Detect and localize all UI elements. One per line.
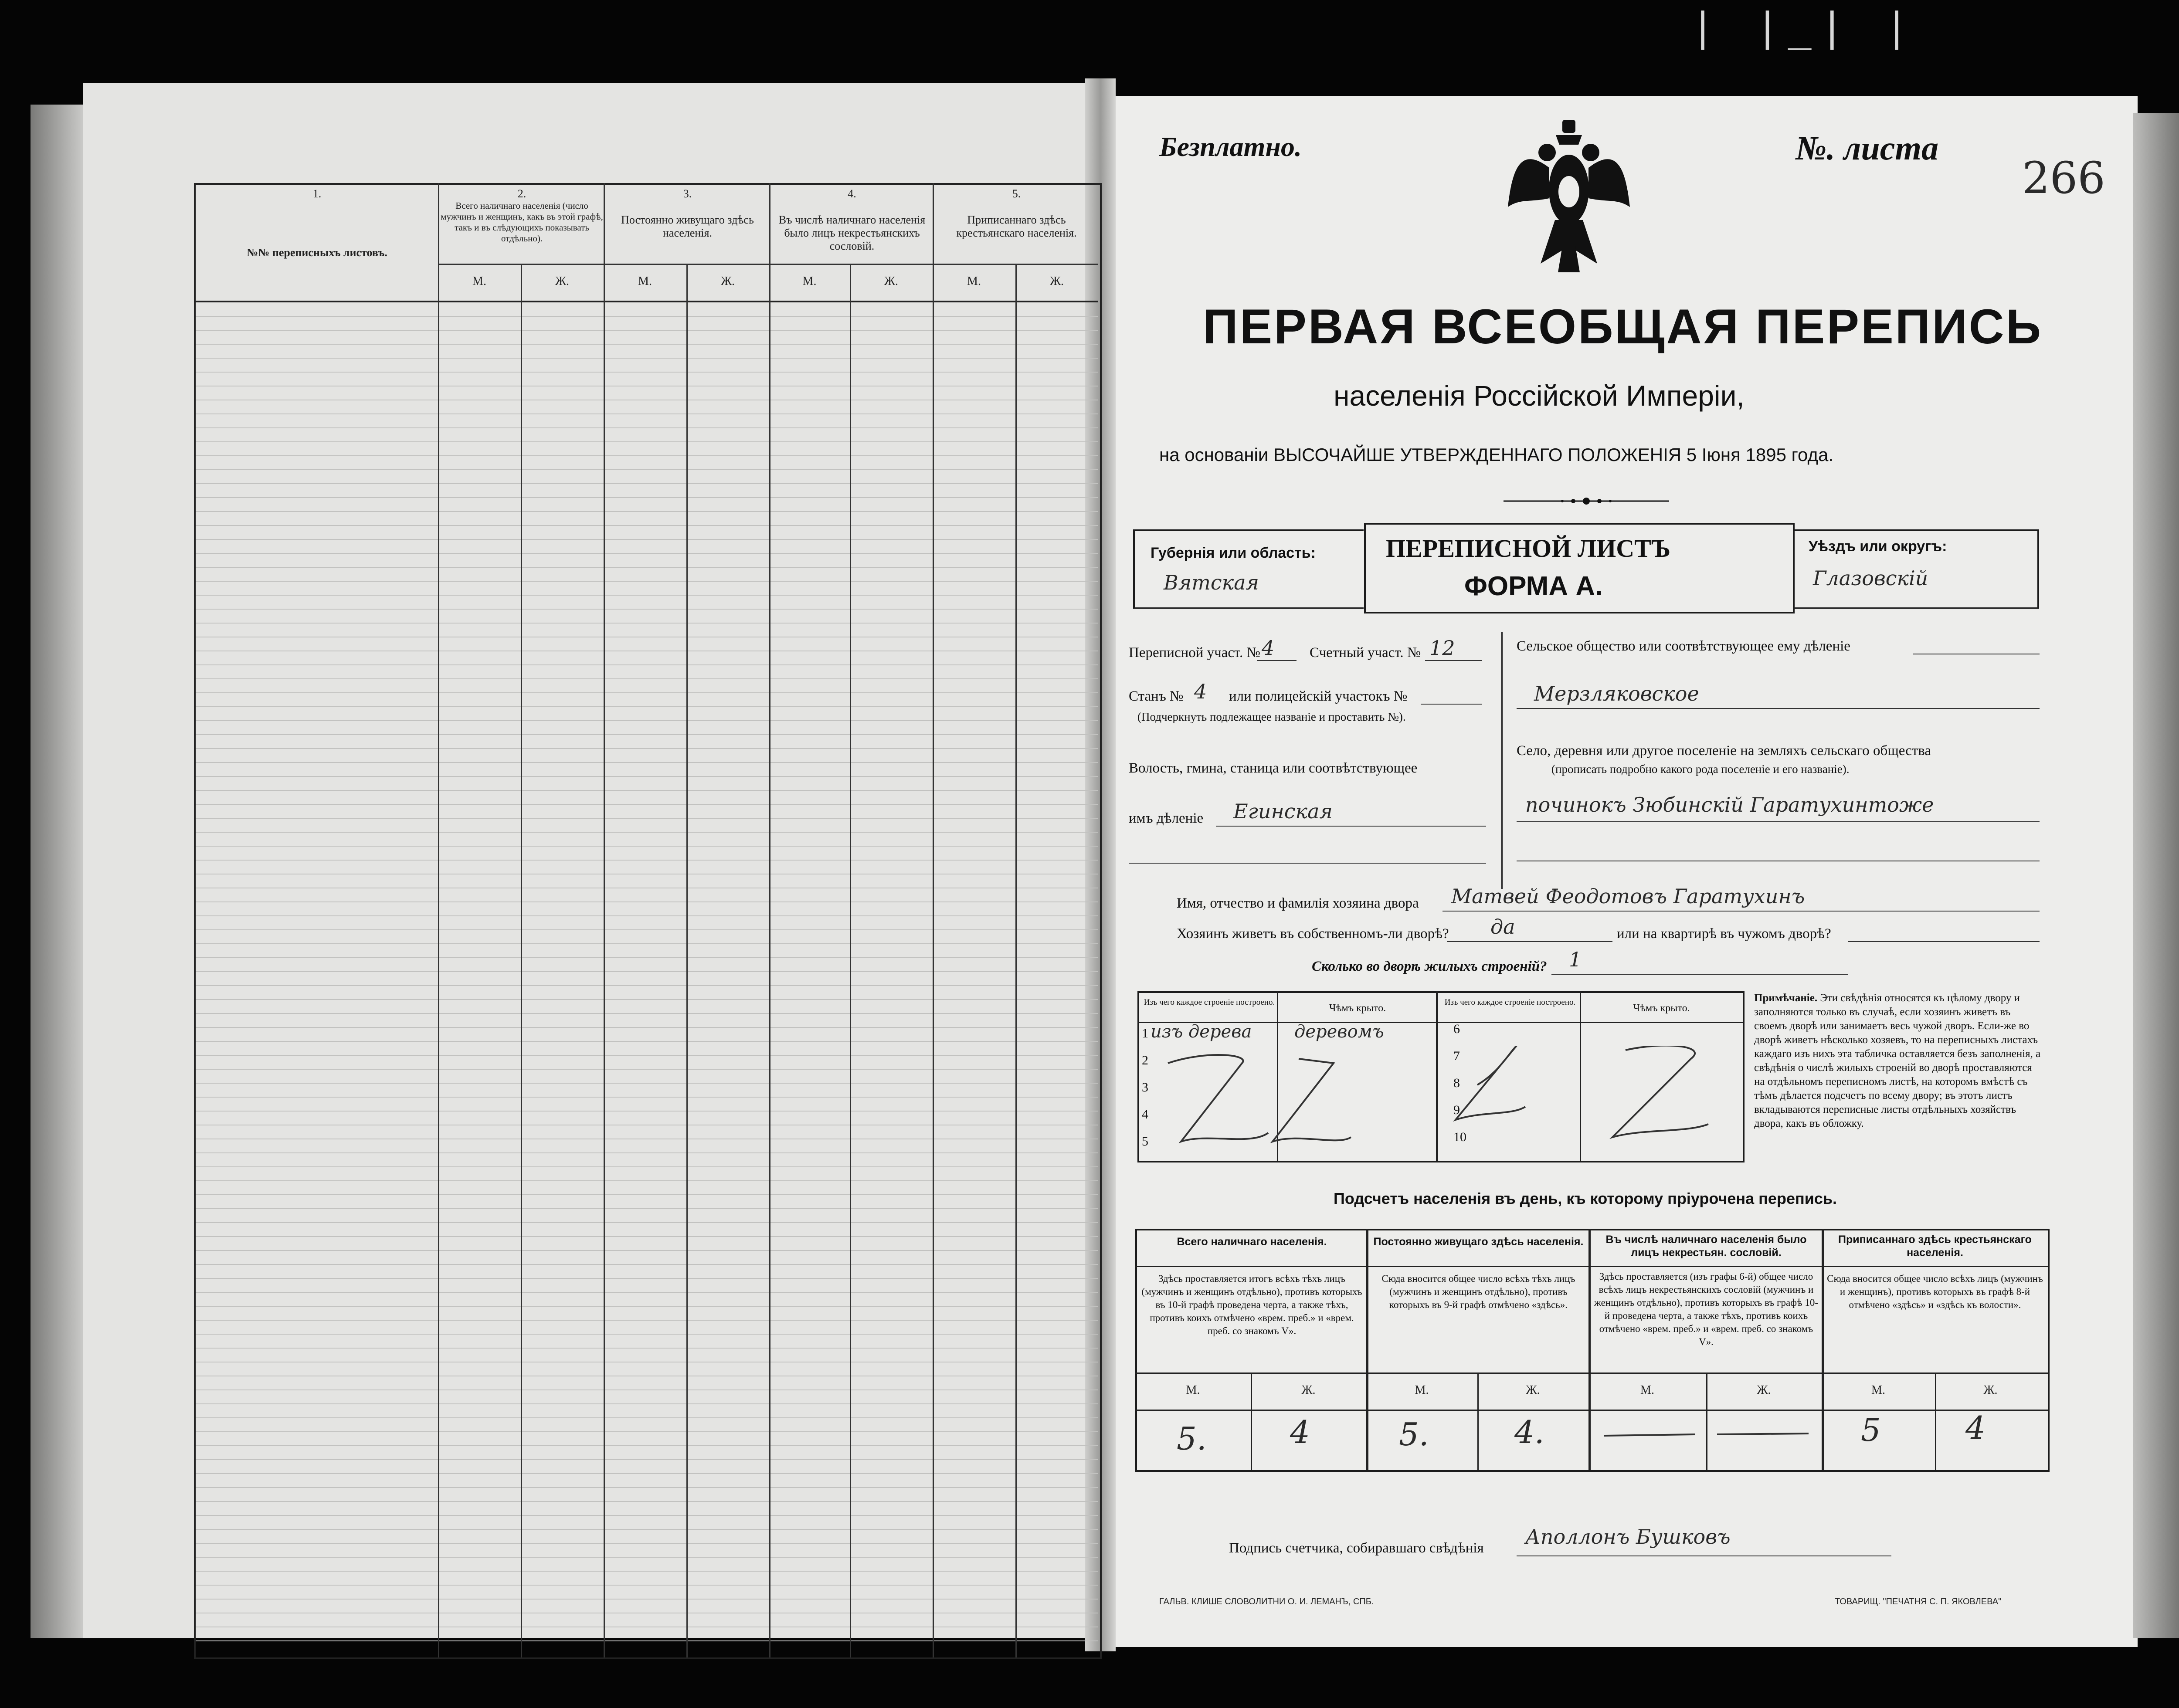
underline	[1551, 974, 1848, 975]
document-subtitle: населенія Россійской Имперіи,	[1334, 380, 1745, 412]
owner-label: Имя, отчество и фамилія хозяина двора	[1177, 895, 1419, 911]
bt-row-number: 1	[1142, 1026, 1148, 1040]
lives-own-label: Хозяинъ живетъ въ собственномъ-ли дворѣ?	[1177, 926, 1449, 942]
note	[1754, 991, 2042, 1131]
stan-value: 4	[1194, 680, 1207, 703]
summary-grid	[194, 183, 1102, 1659]
bt-row-number: 6	[1453, 1022, 1460, 1036]
underline	[1216, 826, 1486, 827]
count-col1-head: Всего наличнаго населенія.	[1177, 1236, 1327, 1248]
village-label: Село, деревня или другое поселеніе на земляхъ сельскаго общества	[1517, 743, 1931, 759]
count-table	[1135, 1229, 2050, 1472]
count-area-value: 12	[1429, 636, 1455, 660]
count-sex-zh: Ж.	[1983, 1383, 1998, 1397]
province-label: Губернія или область:	[1151, 545, 1316, 561]
society-label: Сельское общество или соотвѣтствующее ему дѣленіе	[1517, 638, 1850, 654]
col3-label: Постоянно живущаго здѣсь населенія.	[621, 214, 754, 239]
note-text: Эти свѣдѣнія относятся къ цѣлому двору и заполняются только въ случаѣ, если хозяинъ живетъ въ своемъ дворѣ или занимаетъ весь чужой дворъ. Если-же во дворѣ живетъ нѣсколько хозяевъ, то на переписныхъ листахъ каждаго изъ нихъ эта табличка оставляется безъ заполненія, а свѣдѣнія о числѣ жилыхъ строеній во дворѣ проставляются на отдѣльномъ переписномъ листѣ, на которомъ вмѣстѣ съ тѣмъ дѣлается подсчетъ по всему двору; въ этотъ листъ вкладываются переписные листы отдѣльныхъ хозяйствъ двора, какъ въ обложку.	[1754, 992, 2041, 1129]
stan-label: Станъ №	[1129, 688, 1184, 704]
col2-num: 2.	[517, 187, 526, 200]
folio-number: 266	[2022, 152, 2105, 203]
grid-divider	[850, 264, 851, 1657]
count-sex-m: М.	[1186, 1383, 1200, 1397]
volost-value: Егинская	[1233, 800, 1333, 823]
col4-num: 4.	[848, 187, 856, 200]
left-page-edge	[31, 105, 87, 1638]
signature-value: Аполлонъ Бушковъ	[1525, 1525, 1731, 1549]
form-subtitle: ФОРМА А.	[1464, 571, 1603, 601]
owner-value: Матвей Феодотовъ Гаратухинъ	[1451, 884, 1805, 908]
bt-row-number: 2	[1142, 1053, 1148, 1068]
sex-m: М.	[802, 274, 817, 288]
legal-basis: на основаніи ВЫСОЧАЙШЕ УТВЕРЖДЕННАГО ПОЛОЖЕНІЯ 5 Іюня 1895 года.	[1159, 444, 1834, 465]
col5-label: Приписаннаго здѣсь крестьянскаго населенія.	[956, 214, 1077, 239]
sex-m: М.	[967, 274, 981, 288]
printer-left: ГАЛЬВ. КЛИШЕ СЛОВОЛИТНИ О. И. ЛЕМАНЪ, СПБ.	[1159, 1597, 1374, 1606]
underline	[1517, 708, 2040, 709]
census-area-value: 4	[1262, 636, 1275, 660]
underline	[1447, 941, 1612, 942]
count-col4-m: 5	[1861, 1412, 1881, 1448]
volost-label-2: имъ дѣленіе	[1129, 810, 1204, 826]
district-value: Глазовскій	[1813, 566, 1928, 590]
col1-num: 1.	[312, 187, 322, 200]
buildings-value: 1	[1569, 948, 1582, 971]
count-col2-text: Сюда вносится общее число всѣхъ тѣхъ лицъ (мужчинъ и женщинъ отдѣльно), противъ которыхъ въ 9-й графѣ отмѣчено «здѣсь».	[1381, 1273, 1575, 1310]
bt-row-number: 10	[1453, 1130, 1466, 1144]
count-col1-zh: 4	[1290, 1414, 1310, 1450]
grid-divider	[1015, 264, 1017, 1657]
bt-header-roof-2: Чѣмъ крыто.	[1633, 1003, 1690, 1014]
ornament-divider	[1504, 495, 1669, 508]
signature-label: Подпись счетчика, собиравшаго свѣдѣнія	[1229, 1540, 1484, 1556]
lives-own-value: да	[1490, 915, 1515, 939]
underline	[1848, 941, 2040, 942]
count-sex-m: М.	[1415, 1383, 1429, 1397]
sex-m: М.	[638, 274, 652, 288]
count-divider	[1588, 1229, 1591, 1470]
village-note: (прописать подробно какого рода поселеніе и его названіе).	[1551, 762, 1850, 776]
grid-divider	[933, 183, 934, 1657]
count-sex-m: М.	[1871, 1383, 1885, 1397]
col1-label: №№ переписныхъ листовъ.	[247, 246, 387, 259]
col4-label: Въ числѣ наличнаго населенія было лицъ некрестьянскихъ сословій.	[778, 214, 926, 252]
sex-zh: Ж.	[884, 274, 899, 288]
underline	[1421, 704, 1482, 705]
bt-header-material-2: Изъ чего каждое строеніе построено.	[1444, 998, 1576, 1007]
count-col3-text: Здѣсь проставляется (изъ графы 6-й) общее число всѣхъ лицъ некрестьянскихъ сословій (мужчинъ и женщинъ отдѣльно), противъ которыхъ въ графѣ 10-й проведена черта, а также тѣхъ, противъ коихъ отмѣчено «врем. преб.» и «врем. преб. со знакомъ V».	[1594, 1271, 1818, 1347]
grid-divider	[769, 183, 770, 1657]
bt-header-roof: Чѣмъ крыто.	[1329, 1003, 1386, 1014]
count-col1-text: Здѣсь проставляется итогъ всѣхъ тѣхъ лицъ (мужчинъ и женщинъ отдѣльно), противъ которыхъ въ 10-й графѣ проведена черта, а также тѣхъ, противъ коихъ отмѣчено «врем. преб.» и «врем. преб. со знакомъ V».	[1141, 1273, 1362, 1336]
bt-row-number: 3	[1142, 1080, 1148, 1095]
bt-row1-roof: деревомъ	[1294, 1022, 1384, 1042]
buildings-label: Сколько во дворѣ жилыхъ строеній?	[1312, 959, 1547, 974]
grid-divider	[686, 264, 688, 1657]
bt-row-number: 5	[1142, 1134, 1148, 1149]
grid-divider	[521, 264, 522, 1657]
count-header-line	[1135, 1266, 2048, 1267]
dash-marks	[1595, 1425, 1822, 1442]
bt-header-material: Изъ чего каждое строеніе построено.	[1144, 998, 1275, 1007]
underline	[1257, 660, 1297, 661]
grid-divider	[438, 183, 439, 1657]
form-title: ПЕРЕПИСНОЙ ЛИСТЪ	[1386, 534, 1671, 563]
printer-right: ТОВАРИЩ. "ПЕЧАТНЯ С. П. ЯКОВЛЕВА"	[1835, 1597, 2002, 1606]
bt-row-number: 4	[1142, 1107, 1148, 1122]
sex-zh: Ж.	[555, 274, 570, 288]
double-headed-eagle-icon	[1504, 115, 1634, 281]
sheet-number-label: №. листа	[1795, 129, 1939, 167]
count-sex-line	[1135, 1410, 2048, 1411]
film-mark: | |_| |	[1691, 4, 1918, 50]
count-col4-zh: 4	[1965, 1410, 1986, 1446]
province-box	[1133, 529, 1364, 609]
sex-zh: Ж.	[1049, 274, 1064, 288]
count-col3-head: Въ числѣ наличнаго населенія было лицъ некрестьян. сословій.	[1605, 1234, 1807, 1259]
count-body-line	[1135, 1372, 2048, 1374]
count-col1-m: 5.	[1177, 1420, 1207, 1457]
grid-divider	[604, 183, 605, 1657]
stan-note: (Подчеркнуть подлежащее названіе и проставить №).	[1137, 710, 1406, 723]
count-col2-head: Постоянно живущаго здѣсь населенія.	[1373, 1236, 1584, 1248]
village-value: починокъ Зюбинскій Гаратухинтоже	[1525, 793, 1934, 817]
count-sex-zh: Ж.	[1301, 1383, 1316, 1397]
col2-label: Всего наличнаго населенія (число мужчинъ и женщинъ, какъ въ этой графѣ, такъ и въ слѣдующихъ показывать отдѣльно).	[441, 200, 603, 244]
lives-rent-label: или на квартирѣ въ чужомъ дворѣ?	[1617, 926, 1831, 942]
province-value: Вятская	[1164, 571, 1259, 594]
bt-row-number: 7	[1453, 1049, 1460, 1063]
bt-row-number: 8	[1453, 1076, 1460, 1090]
document-title: ПЕРВАЯ ВСЕОБЩАЯ ПЕРЕПИСЬ	[1203, 299, 2043, 354]
count-col4-head: Приписаннаго здѣсь крестьянскаго населенія.	[1838, 1234, 2032, 1259]
count-divider	[1366, 1229, 1368, 1470]
count-col2-m: 5.	[1399, 1416, 1429, 1453]
free-stamp: Безплатно.	[1159, 131, 1302, 162]
strike-out-marks	[1142, 1046, 1739, 1155]
count-sex-m: М.	[1640, 1383, 1654, 1397]
bt-row-number: 9	[1453, 1103, 1460, 1117]
sex-m: М.	[472, 274, 486, 288]
count-title: Подсчетъ населенія въ день, къ которому пріурочена перепись.	[1334, 1190, 1837, 1207]
sex-zh: Ж.	[720, 274, 735, 288]
underline	[1129, 863, 1486, 864]
note-title: Примѣчаніе.	[1754, 992, 1818, 1004]
society-value: Мерзляковское	[1534, 682, 1699, 705]
count-sex-zh: Ж.	[1757, 1383, 1771, 1397]
grid-subheader-line	[438, 264, 1098, 265]
district-label: Уѣздъ или округъ:	[1809, 538, 1947, 555]
column-divider	[1501, 632, 1503, 889]
police-label: или полицейскій участокъ №	[1229, 688, 1408, 704]
underline	[1517, 821, 2040, 822]
volost-label: Волость, гмина, станица или соотвѣтствующее	[1129, 760, 1418, 776]
count-sex-zh: Ж.	[1526, 1383, 1540, 1397]
col3-num: 3.	[683, 187, 692, 200]
col5-num: 5.	[1012, 187, 1021, 200]
census-area-label: Переписной участ. №	[1129, 645, 1260, 661]
right-page-edge	[2133, 113, 2179, 1638]
count-col2-zh: 4.	[1514, 1414, 1544, 1450]
underline	[1442, 911, 2040, 912]
count-divider	[1822, 1229, 1824, 1470]
underline	[1425, 660, 1482, 661]
count-col4-text: Сюда вносится общее число всѣхъ лицъ (мужчинъ и женщинъ), противъ которыхъ въ графѣ 8-й отмѣчено «здѣсь» и «здѣсь къ волости».	[1827, 1273, 2043, 1310]
count-area-label: Счетный участ. №	[1310, 645, 1421, 661]
bt-row1-material: изъ дерева	[1151, 1022, 1252, 1042]
